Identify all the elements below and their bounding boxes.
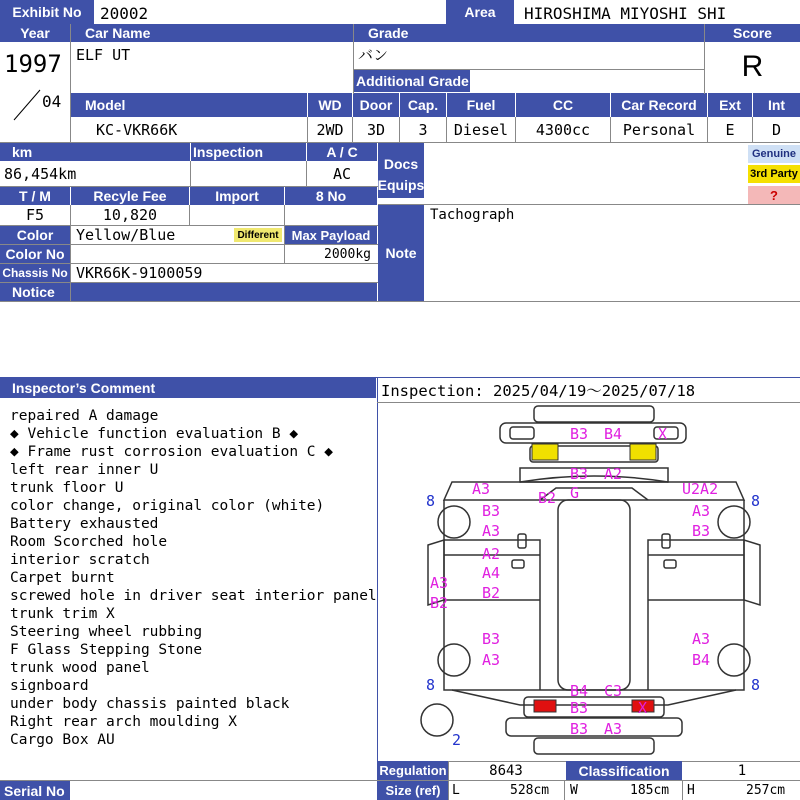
max-payload-label: Max Payload: [285, 226, 377, 244]
exhibit-no-label: Exhibit No: [0, 0, 94, 24]
third-party-badge: 3rd Party: [748, 165, 800, 183]
comment-line: trunk trim X: [10, 606, 115, 622]
comment-line: interior scratch: [10, 552, 150, 568]
size-w-label: W: [570, 783, 578, 798]
ext-value: E: [725, 121, 735, 139]
car-name-value: ELF UT: [76, 46, 131, 64]
ac-value: AC: [332, 165, 352, 183]
score-label: Score: [705, 24, 800, 42]
equips-label: Equips: [378, 172, 424, 198]
size-ref-label: Size (ref): [378, 781, 448, 800]
wd-label: WD: [308, 93, 352, 117]
note-value: Tachograph: [430, 207, 515, 223]
comment-line: signboard: [10, 678, 89, 694]
int-label: Int: [753, 93, 800, 117]
year-label: Year: [0, 24, 70, 42]
tire-label-rr: 8: [751, 676, 761, 694]
grade-value: バン: [358, 46, 389, 64]
mark-right-front-2: B3: [692, 522, 711, 540]
mark-hood-mid2: G: [570, 484, 580, 502]
inspectors-comment-label: Inspector’s Comment: [0, 378, 376, 398]
comment-line: Steering wheel rubbing: [10, 624, 203, 640]
car-record-value: Personal: [622, 121, 696, 139]
exhibit-no-value: 20002: [100, 3, 149, 23]
comment-line: Right rear arch moulding X: [10, 714, 237, 730]
month-value: 04: [42, 92, 62, 111]
import-label: Import: [190, 187, 284, 205]
tm-label: T / M: [0, 187, 70, 205]
comment-line: Carpet burnt: [10, 570, 115, 586]
comment-line: ◆ Frame rust corrosion evaluation C ◆: [10, 444, 334, 460]
notice-label: Notice: [0, 283, 377, 301]
mark-left-door-3: B2: [482, 584, 501, 602]
year-value: 1997: [4, 50, 62, 78]
fuel-label: Fuel: [447, 93, 515, 117]
spare-tire-icon: [421, 704, 453, 736]
mark-front-top-3: X: [658, 425, 668, 443]
docs-label: Docs: [378, 143, 424, 179]
comment-line: trunk floor U: [10, 480, 124, 496]
mark-left-door-2: A4: [482, 564, 501, 582]
color-value: Yellow/Blue: [76, 226, 176, 244]
comment-line: screwed hole in driver seat interior panel: [10, 588, 377, 604]
comment-line: Cargo Box AU: [10, 732, 115, 748]
wd-value: 2WD: [316, 121, 344, 139]
recycle-fee-label: Recyle Fee: [71, 187, 189, 205]
serial-no-label: Serial No: [0, 781, 70, 800]
mark-left-side-2: B2: [430, 594, 449, 612]
classification-label: Classification: [566, 761, 682, 780]
mark-right-rear-2: B4: [692, 651, 711, 669]
km-label: km: [0, 143, 190, 161]
door-label: Door: [353, 93, 399, 117]
note-label: Note: [378, 205, 424, 301]
mark-hood-left: A3: [472, 480, 491, 498]
inspection-period: Inspection: 2025/04/19～2025/07/18: [381, 382, 696, 400]
ext-label: Ext: [708, 93, 752, 117]
eight-no-label: 8 No: [285, 187, 377, 205]
comment-line: under body chassis painted black: [10, 696, 290, 712]
mark-left-rear-2: A3: [482, 651, 501, 669]
different-badge: Different: [234, 228, 282, 242]
grade-label: Grade: [354, 24, 704, 42]
comment-line: left rear inner U: [10, 462, 159, 478]
mark-right-front-1: A3: [692, 502, 711, 520]
mark-front-top-1: B3: [570, 425, 589, 443]
cc-label: CC: [516, 93, 610, 117]
mark-rear-bottom-2: A3: [604, 720, 623, 738]
chassis-no-value: VKR66K-9100059: [76, 264, 203, 282]
tire-label-lr: 8: [426, 676, 436, 694]
comment-line: color change, original color (white): [10, 498, 325, 514]
comment-line: F Glass Stepping Stone: [10, 642, 203, 658]
km-value: 86,454km: [4, 165, 77, 183]
model-value: KC-VKR66K: [96, 121, 178, 139]
regulation-value: 8643: [489, 762, 523, 779]
mark-rear-x: X: [638, 699, 648, 717]
cc-value: 4300cc: [535, 121, 591, 139]
classification-value: 1: [737, 762, 747, 779]
regulation-label: Regulation: [379, 763, 447, 778]
color-label: Color: [0, 226, 70, 244]
mark-rear-bottom-1: B3: [570, 720, 589, 738]
size-l-label: L: [452, 783, 460, 798]
chassis-no-label: Chassis No: [0, 264, 70, 282]
mark-left-side-1: A3: [430, 574, 449, 592]
size-h-label: H: [687, 783, 695, 798]
ac-label: A / C: [307, 143, 377, 161]
comment-list: [10, 407, 377, 749]
mark-left-front-2: A3: [482, 522, 501, 540]
mark-left-front-1: B3: [482, 502, 501, 520]
model-label: Model: [71, 93, 307, 117]
size-h-value: 257cm: [746, 783, 786, 798]
car-record-label: Car Record: [611, 93, 707, 117]
tire-label-spare: 2: [452, 731, 462, 749]
size-l-value: 528cm: [510, 783, 550, 798]
fuel-value: Diesel: [453, 121, 509, 139]
score-value: R: [741, 50, 764, 83]
mark-left-rear-1: B3: [482, 630, 501, 648]
door-value: 3D: [366, 121, 386, 139]
mark-front-upper-1: B3: [570, 465, 589, 483]
comment-line: Battery exhausted: [10, 516, 159, 532]
tire-label-rf: 8: [751, 492, 761, 510]
year-divider: [0, 42, 70, 122]
cap-value: 3: [418, 121, 428, 139]
comment-line: Room Scorched hole: [10, 534, 168, 550]
mark-hood-right: U2A2: [682, 480, 719, 498]
question-badge: ?: [748, 186, 800, 204]
tire-label-lf: 8: [426, 492, 436, 510]
mark-left-door-1: A2: [482, 545, 501, 563]
cap-label: Cap.: [400, 93, 446, 117]
comment-line: trunk wood panel: [10, 660, 150, 676]
additional-grade-label: Additional Grade: [354, 70, 470, 92]
area-label: Area: [446, 0, 514, 24]
recycle-fee-value: 10,820: [102, 206, 158, 224]
size-w-value: 185cm: [630, 783, 670, 798]
color-no-label: Color No: [0, 245, 70, 263]
vehicle-damage-diagram: [378, 403, 800, 760]
area-value: HIROSHIMA MIYOSHI SHI: [524, 3, 727, 23]
mark-right-rear-1: A3: [692, 630, 711, 648]
int-value: D: [771, 121, 782, 139]
max-payload-value: 2000kg: [324, 246, 371, 262]
inspection-label: Inspection: [191, 143, 306, 161]
tm-value: F5: [25, 206, 45, 224]
mark-front-upper-2: A2: [604, 465, 623, 483]
genuine-badge: Genuine: [748, 145, 800, 163]
comment-line: ◆ Vehicle function evaluation B ◆: [10, 426, 299, 442]
mark-front-top-2: B4: [604, 425, 623, 443]
mark-rear-upper-2: C3: [604, 682, 623, 700]
car-name-label: Car Name: [71, 24, 353, 42]
mark-rear-upper-1: B4: [570, 682, 589, 700]
mark-hood-mid1: B2: [538, 489, 557, 507]
comment-line: repaired A damage: [10, 408, 159, 424]
mark-rear-mid: B3: [570, 699, 589, 717]
